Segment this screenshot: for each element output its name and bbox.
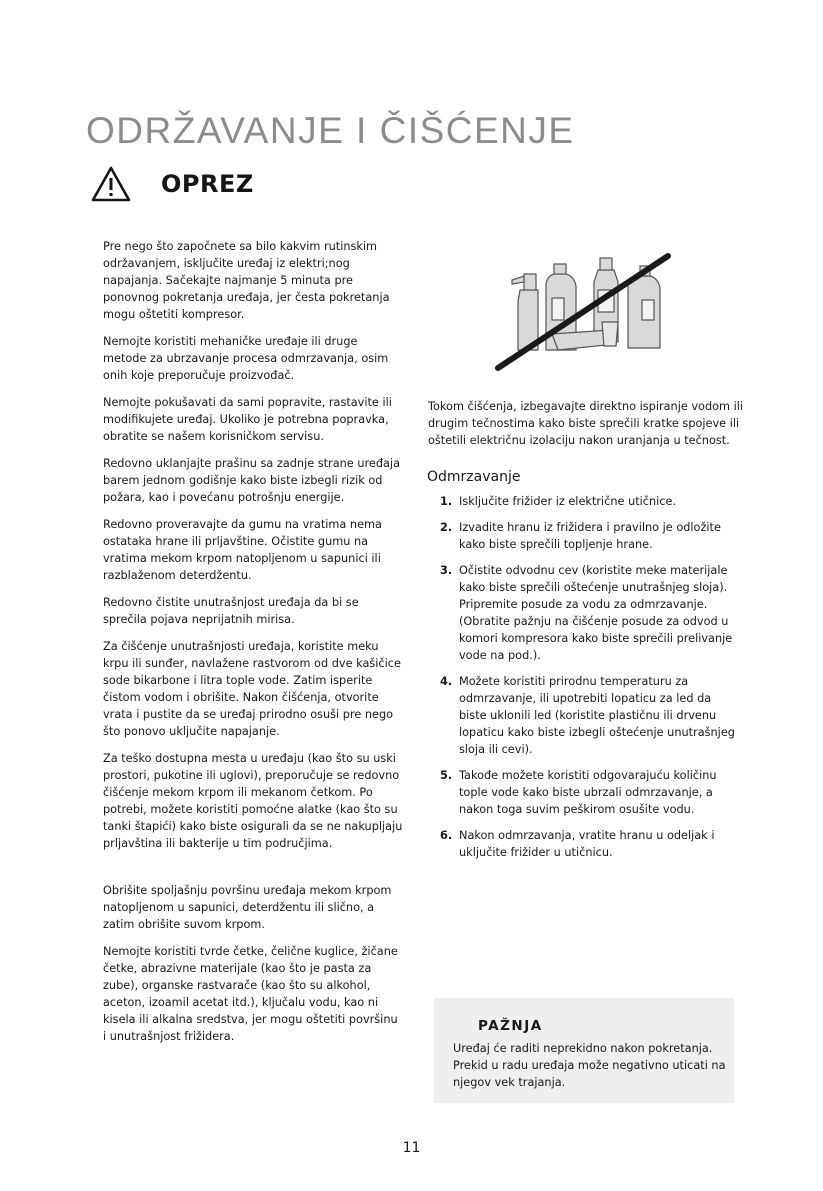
left-column bbox=[103, 238, 403, 1055]
paragraph: Obrišite spoljašnju površinu uređaja mekom krpom natopljenom u sapunici, deterdžentu ili slično, a zatim obrišite suvom krpom. bbox=[103, 884, 392, 931]
step-number: 1. bbox=[440, 495, 453, 508]
paragraph: Za teško dostupna mesta u uređaju (kao što su uski prostori, pukotine ili uglovi), preporučuje se redovno čišćenje mekom krpom ili mekanom četkom. Po potrebi, možete koristiti pomoćne alatke (kao što su tanki štapići) kako biste osigurali da se ne nakupljaju prljavština ili bakterije u tim područjima. bbox=[103, 752, 403, 850]
list-item bbox=[440, 767, 740, 818]
step-text: Isključite frižider iz električne utičnice. bbox=[459, 495, 677, 508]
defrost-steps-list bbox=[440, 493, 740, 870]
step-text: Možete koristiti prirodnu temperaturu za odmrzavanje, ili upotrebiti lopaticu za led da biste uklonili led (koristite plastičnu ili drvenu lopaticu kako biste izbegli oštećenje unutrašnjeg sloja ili cevi). bbox=[459, 675, 735, 756]
step-text: Nakon odmrzavanja, vratite hranu u odeljak i uključite frižider u utičnicu. bbox=[459, 829, 715, 859]
attention-note-box bbox=[434, 998, 734, 1103]
step-number: 2. bbox=[440, 521, 453, 534]
paragraph: Nemojte koristiti mehaničke uređaje ili druge metode za ubrzavanje procesa odmrzavanja, osim onih koje preporučuje proizvođač. bbox=[103, 335, 389, 382]
list-item bbox=[440, 562, 740, 664]
list-item bbox=[440, 493, 740, 510]
step-text: Izvadite hranu iz frižidera i pravilno je odložite kako biste sprečili topljenje hrane. bbox=[459, 521, 721, 551]
paragraph: Redovno čistite unutrašnjost uređaja da bi se sprečila pojava neprijatnih mirisa. bbox=[103, 596, 359, 626]
paragraph: Redovno proveravajte da gumu na vratima nema ostataka hrane ili prljavštine. Očistite gumu na vratima mekom krpom natopljenom u sapunici ili razblaženom deterdžentu. bbox=[103, 518, 382, 582]
warning-label: OPREZ bbox=[161, 170, 254, 198]
rinse-warning-text: Tokom čišćenja, izbegavajte direktno ispiranje vodom ili drugim tečnostima kako biste sprečili kratke spojeve ili oštetili električnu izolaciju nakon uranjanja u tečnost. bbox=[428, 400, 744, 447]
paragraph: Pre nego što započnete sa bilo kakvim rutinskim održavanjem, isključite uređaj iz elektri;nog napajanja. Sačekajte najmanje 5 minuta pre ponovnog pokretanja uređaja, jer česta pokretanja mogu oštetiti kompresor. bbox=[103, 240, 390, 321]
step-number: 4. bbox=[440, 675, 453, 688]
paragraph: Nemojte pokušavati da sami popravite, rastavite ili modifikujete uređaj. Ukoliko je potrebna popravka, obratite se našem korisničkom servisu. bbox=[103, 396, 392, 443]
paragraph: Za čišćenje unutrašnjosti uređaja, koristite meku krpu ili sunđer, navlažene rastvorom od dve kašičice sode bikarbone i litra tople vode. Zatim isperite čistom vodom i obrišite. Nakon čišćenja, otvorite vrata i pustite da se uređaj prirodno osuši pre nego što ponovo uključite napajanje. bbox=[103, 640, 401, 738]
no-chemical-cleaners-illustration bbox=[490, 250, 675, 372]
note-text: Uređaj će raditi neprekidno nakon pokretanja. Prekid u radu uređaja može negativno uticati na njegov vek trajanja. bbox=[453, 1042, 726, 1089]
list-item bbox=[440, 673, 740, 758]
step-number: 5. bbox=[440, 769, 453, 782]
paragraph: Nemojte koristiti tvrde četke, čelične kuglice, žičane četke, abrazivne materijale (kao što je pasta za zube), organske rastvarače (kao što su alkohol, aceton, izoamil acetat itd.), ključalu vodu, kao ni kisela ili alkalna sredstva, jer mogu oštetiti površinu i unutrašnjost frižidera. bbox=[103, 945, 398, 1043]
paragraph: Redovno uklanjajte prašinu sa zadnje strane uređaja barem jednom godišnje kako biste izbegli rizik od požara, kao i povećanu potrošnju energije. bbox=[103, 457, 400, 504]
step-number: 6. bbox=[440, 829, 453, 842]
step-text: Takođe možete koristiti odgovarajuću količinu tople vode kako biste ubrzali odmrzavanje, a nakon toga suvim peškirom osušite vodu. bbox=[459, 769, 717, 816]
note-title: PAŽNJA bbox=[478, 1018, 543, 1034]
defrost-heading: Odmrzavanje bbox=[427, 469, 521, 485]
step-text: Očistite odvodnu cev (koristite meke materijale kako biste sprečili oštećenje unutrašnjeg sloja). Pripremite posude za vodu za odmrzavanje. bbox=[459, 564, 728, 611]
step-text-block bbox=[459, 562, 740, 664]
page-title: ODRŽAVANJE I ČIŠĆENJE bbox=[86, 110, 575, 151]
warning-triangle-icon bbox=[91, 166, 131, 202]
step-number: 3. bbox=[440, 564, 453, 577]
list-item bbox=[440, 827, 740, 861]
step-note: (Obratite pažnju na čišćenje posude za odvod u komori kompresora kako biste sprečili prelivanje vode na pod.). bbox=[459, 615, 733, 662]
page-number: 11 bbox=[402, 1140, 421, 1156]
list-item bbox=[440, 519, 740, 553]
